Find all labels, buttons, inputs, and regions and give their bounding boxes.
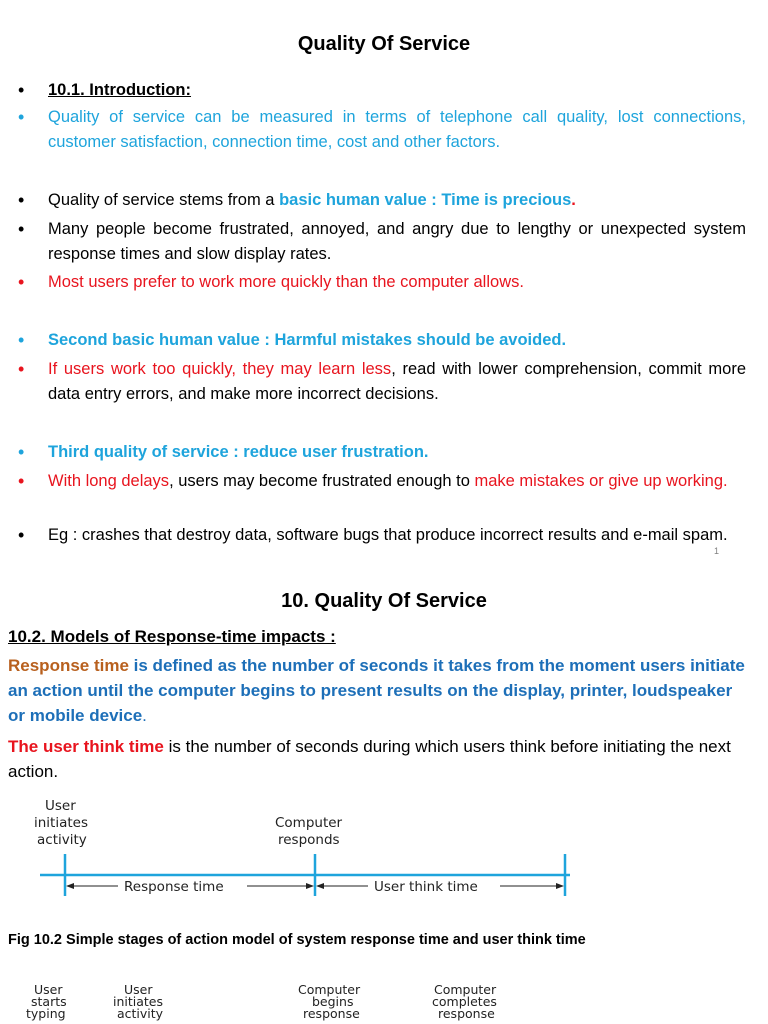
figure-caption: Fig 10.2 Simple stages of action model of system response time and user think time <box>8 932 586 948</box>
user-label-line1: User <box>45 798 76 814</box>
bullet-second-value <box>18 328 746 353</box>
user-label-line3: activity <box>37 832 87 848</box>
bullet-text-red: If users work too quickly, they may learn less <box>48 360 392 378</box>
response-time-diagram <box>0 792 768 912</box>
slide1-title: Quality Of Service <box>297 33 471 55</box>
bullet-icon: • <box>18 525 25 545</box>
response-time-period: . <box>142 706 147 725</box>
bullet-text-red: make mistakes or give up working. <box>474 472 728 490</box>
highlight-period: . <box>571 191 576 209</box>
intro-heading-item <box>18 78 746 103</box>
bullet-work-quickly <box>18 270 746 295</box>
bullet-icon: • <box>18 359 25 379</box>
bullet-icon: • <box>18 272 25 292</box>
think-time-label: User think time <box>374 879 478 895</box>
stage4-line3: response <box>438 1006 495 1021</box>
page-number: 1 <box>714 546 720 556</box>
response-time-term: Response time <box>8 656 129 675</box>
bullet-icon: • <box>18 330 25 350</box>
bullet-icon: • <box>18 442 25 462</box>
bullet-text: , users may become frustrated enough to <box>169 472 475 490</box>
think-time-term: The user think time <box>8 737 164 756</box>
stage3-line2: begins <box>312 994 354 1009</box>
bullet-text: Most users prefer to work more quickly than the computer allows. <box>48 273 524 291</box>
think-time-text: is the number of seconds during which users think before initiating the next action. <box>8 737 731 781</box>
bullet-long-delays <box>18 469 746 494</box>
arrowhead-icon <box>556 883 564 889</box>
stage1-line1: User <box>34 982 63 997</box>
intro-text: Quality of service can be measured in terms of telephone call quality, lost connections, customer satisfaction, connection time, cost and other factors. <box>48 108 746 151</box>
response-time-text: is defined as the number of seconds it takes from the moment users initiate an action until the computer begins to present results on the display, printer, loudspeaker or mobile device <box>8 656 745 725</box>
bullet-icon: • <box>18 471 25 491</box>
bullet-icon: • <box>18 107 25 127</box>
stage4-line2: completes <box>432 994 497 1009</box>
response-time-label: Response time <box>124 879 224 895</box>
highlight-text: basic human value : Time is precious <box>279 191 572 209</box>
stage2-line1: User <box>124 982 153 997</box>
slide2-title: 10. Quality Of Service <box>281 590 487 612</box>
stage3-line3: response <box>303 1006 360 1021</box>
bullet-icon: • <box>18 80 25 100</box>
models-subheading: 10.2. Models of Response-time impacts : <box>8 627 336 646</box>
bullet-time-precious <box>18 188 746 213</box>
bullet-icon: • <box>18 190 25 210</box>
bullet-text: Third quality of service : reduce user frustration. <box>48 443 429 461</box>
computer-label-line1: Computer <box>275 815 343 831</box>
stage1-line3: typing <box>26 1006 66 1021</box>
bullet-text: , read with lower comprehension, commit more data entry errors, and make more incorrect decisions. <box>48 360 747 403</box>
response-time-definition <box>8 653 753 728</box>
stage1-line2: starts <box>31 994 67 1009</box>
bullet-text: Eg : crashes that destroy data, software bugs that produce incorrect results and e-mail spam. <box>48 526 728 544</box>
intro-heading: 10.1. Introduction: <box>48 81 192 99</box>
stage2-line2: initiates <box>113 994 164 1009</box>
stage3-line1: Computer <box>298 982 361 997</box>
stages-diagram <box>0 978 768 1024</box>
computer-label-line2: responds <box>278 832 340 848</box>
think-time-definition <box>8 734 753 784</box>
bullet-text: Second basic human value : Harmful mistakes should be avoided. <box>48 331 567 349</box>
stage4-line1: Computer <box>434 982 497 997</box>
intro-text-item <box>18 105 746 155</box>
bullet-icon: • <box>18 219 25 239</box>
bullet-text-red: With long delays <box>48 472 170 490</box>
bullet-text: Many people become frustrated, annoyed, and angry due to lengthy or unexpected system response times and slow display rates. <box>48 220 746 263</box>
bullet-learn-less <box>18 357 747 407</box>
arrowhead-icon <box>306 883 314 889</box>
bullet-text: Quality of service stems from a <box>48 191 280 209</box>
bullet-third-quality <box>18 440 746 465</box>
arrowhead-icon <box>66 883 74 889</box>
user-label-line2: initiates <box>34 815 89 831</box>
bullet-frustrated <box>18 217 746 267</box>
bullet-example <box>18 523 746 548</box>
stage2-line3: activity <box>117 1006 164 1021</box>
